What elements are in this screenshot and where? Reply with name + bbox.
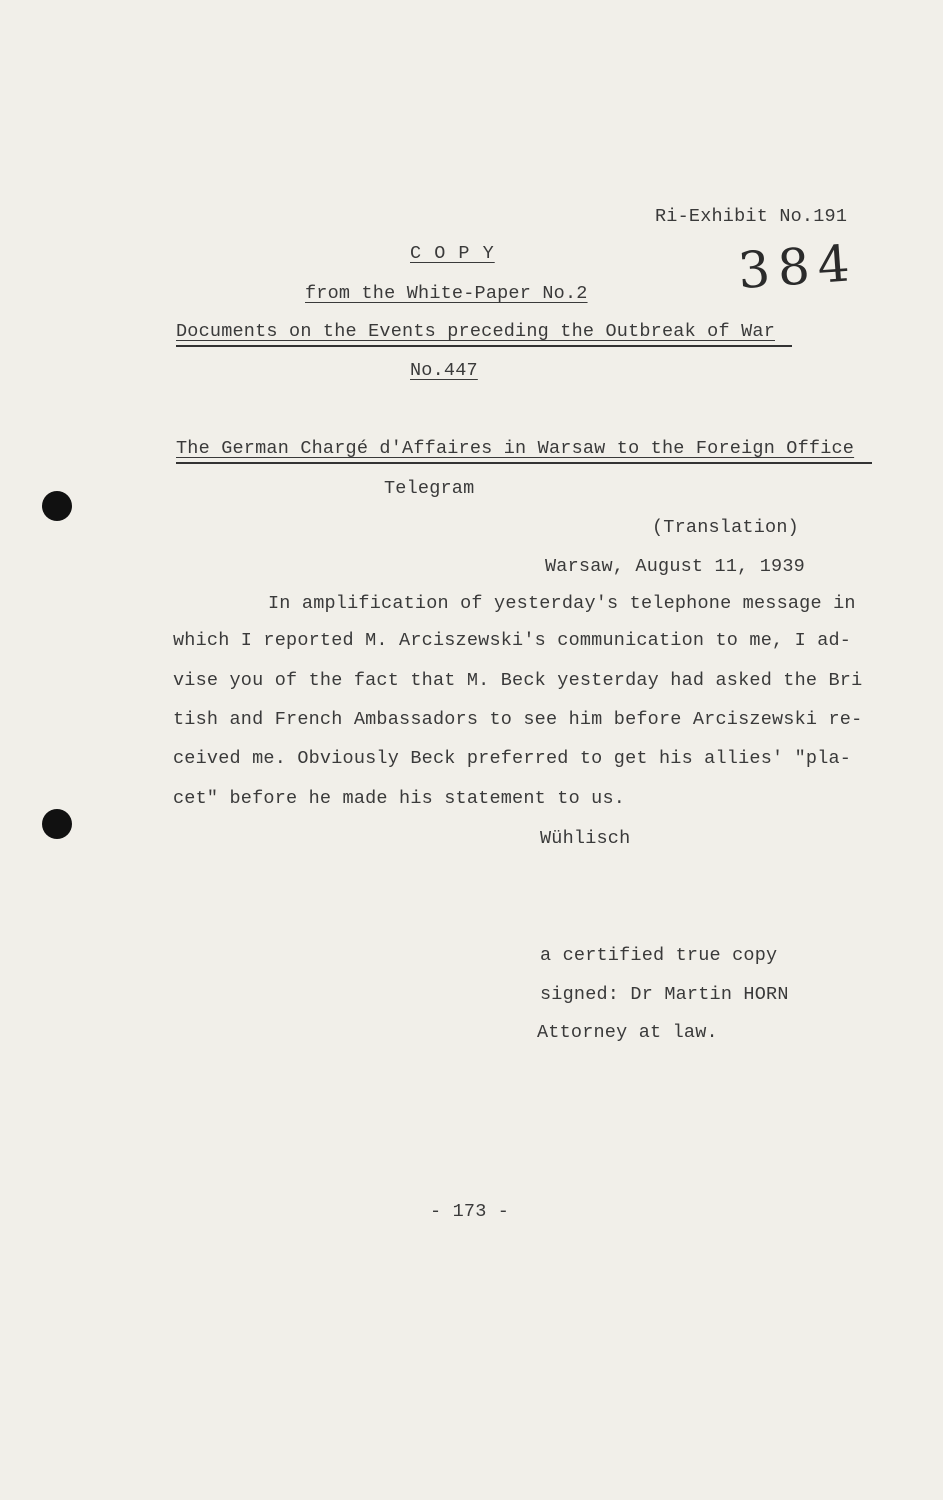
source-line: from the White-Paper No.2 [305, 283, 588, 304]
copy-label: C O P Y [410, 243, 495, 264]
certification-line-3: Attorney at law. [537, 1022, 718, 1043]
document-heading: The German Chargé d'Affaires in Warsaw to the Foreign Office [176, 438, 855, 459]
place-date: Warsaw, August 11, 1939 [545, 556, 805, 577]
page-number: - 173 - [430, 1201, 510, 1222]
body-line-2: which I reported M. Arciszewski's communication to me, I ad- [173, 630, 852, 651]
collection-title: Documents on the Events preceding the Outbreak of War [176, 321, 775, 342]
document-number: No.447 [410, 360, 478, 381]
body-line-1: In amplification of yesterday's telephone message in [268, 593, 856, 614]
heading-double-rule [176, 462, 872, 464]
handwritten-page-number: 384 [736, 233, 860, 301]
translation-note: (Translation) [652, 517, 799, 538]
body-line-4: tish and French Ambassadors to see him before Arciszewski re- [173, 709, 863, 730]
certification-line-1: a certified true copy [540, 945, 778, 966]
punch-hole-bottom [42, 809, 72, 839]
body-line-5: ceived me. Obviously Beck preferred to get his allies' "pla- [173, 748, 852, 769]
punch-hole-top [42, 491, 72, 521]
document-type: Telegram [384, 478, 475, 499]
certification-line-2: signed: Dr Martin HORN [540, 984, 789, 1005]
exhibit-label: Ri-Exhibit No.191 [655, 206, 848, 227]
body-line-6: cet" before he made his statement to us. [173, 788, 626, 809]
body-line-3: vise you of the fact that M. Beck yesterday had asked the Bri [173, 670, 863, 691]
signatory: Wühlisch [540, 828, 631, 849]
title-double-rule [176, 345, 792, 347]
